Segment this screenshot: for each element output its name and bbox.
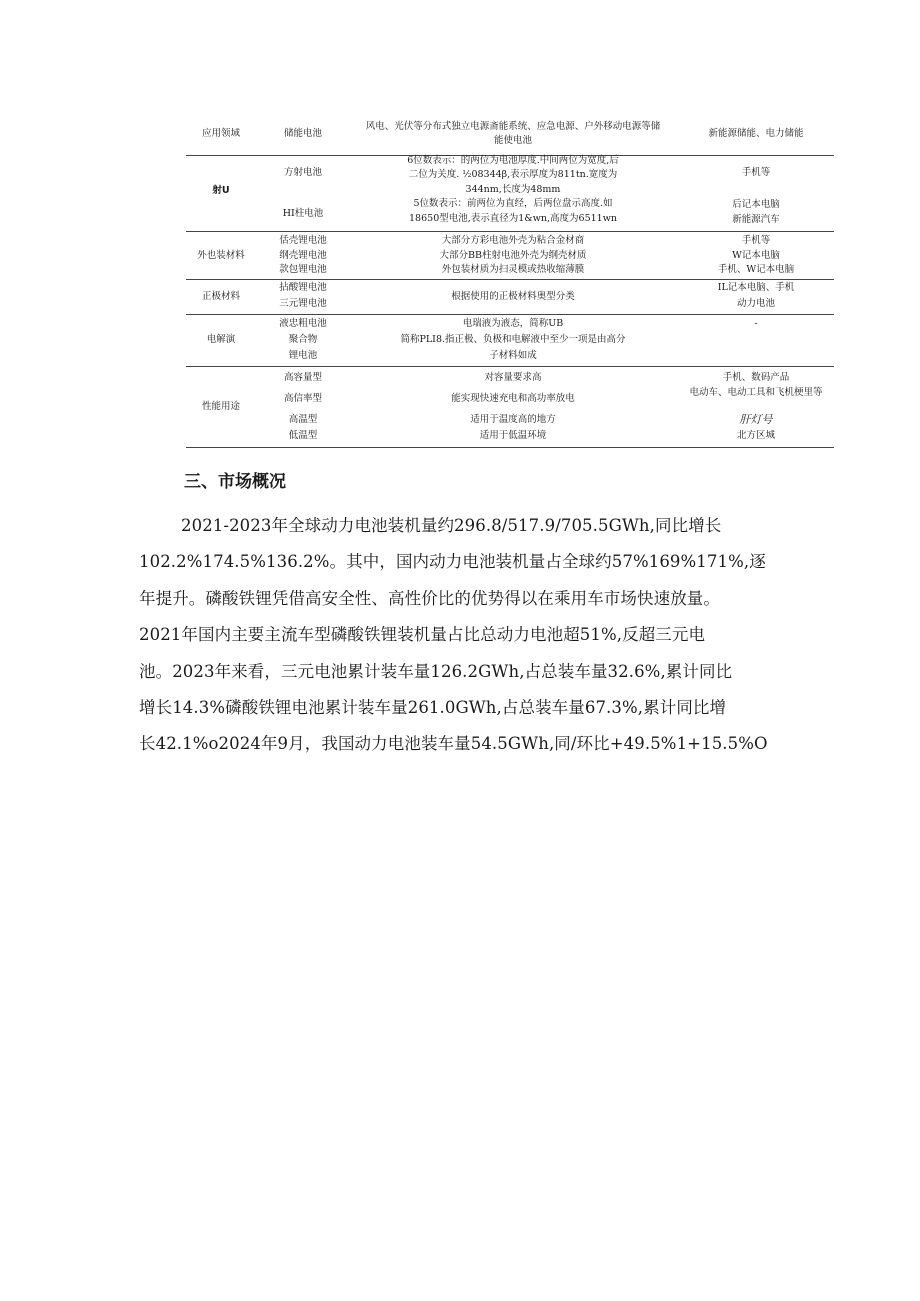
row-type: 聚合物 xyxy=(288,334,318,345)
paragraph-line: 102.2%174.5%136.2%。其中，国内动力电池装机量占全球约57%169%171%,逐 xyxy=(139,552,766,572)
row-application: 手机、数码产品 xyxy=(722,372,790,383)
paragraph-line: 2021-2023年全球动力电池装机量约296.8/517.9/705.5GWh,同比增长 xyxy=(181,516,722,535)
table-row xyxy=(186,232,834,280)
row-application: 肝灯号 xyxy=(739,413,773,426)
market-overview-paragraph xyxy=(139,508,829,763)
row-type: 储能电池 xyxy=(283,128,322,139)
row-type: 拈酸锂电池 xyxy=(279,282,327,293)
row-description: 电瑞液为液态，简称UB xyxy=(462,318,564,329)
row-type: 高信率型 xyxy=(283,393,322,404)
row-type: HI柱电池 xyxy=(282,208,324,219)
row-description: 风电、光伏等分布式独立电源斋能系统、应急电源、户外移动电源等储 xyxy=(365,121,661,132)
row-description: 344nm,长度为48mm xyxy=(465,184,561,195)
row-type: 液忠粗电池 xyxy=(279,318,327,329)
row-description: 简称PLI8.指正极、负极和电解液中至少一项是由高分 xyxy=(400,334,626,345)
row-application: - xyxy=(754,318,758,329)
row-type: 锂电池 xyxy=(288,350,318,361)
row-category: 外也装材料 xyxy=(197,250,245,261)
row-type: 高温型 xyxy=(288,414,318,425)
row-category: 应用领域 xyxy=(201,128,240,139)
paragraph-line: 2021年国内主要主流车型磷酸铁锂装机量占比总动力电池超51%,反超三元电 xyxy=(139,625,706,645)
table-row xyxy=(186,280,834,315)
row-description: 大部分BB柱射电池外壳为纲壳材质 xyxy=(439,250,587,261)
row-description: 对容量要求高 xyxy=(484,372,542,383)
row-type: 纲壳锂电池 xyxy=(279,250,327,261)
row-category: 正极材料 xyxy=(201,291,240,302)
table-row xyxy=(186,156,834,232)
row-application: 手机等 xyxy=(741,235,771,246)
section-heading: 三、市场概况 xyxy=(184,472,286,492)
row-application: 电动车、电动工具和飞机梗里等 xyxy=(689,387,823,398)
row-description: 6位数表示：的两位为电池厚度.中间两位为宽度,后 xyxy=(407,155,619,166)
row-application: 新能源汽车 xyxy=(732,214,780,225)
row-type: 方射电池 xyxy=(283,167,322,178)
row-application: 动力电池 xyxy=(736,298,775,309)
row-category: 电解演 xyxy=(206,334,236,345)
row-description: 能使电池 xyxy=(493,135,532,146)
paragraph-line: 增长14.3%磷酸铁锂电池累计装车量261.0GWh,占总装车量67.3%,累计同比增 xyxy=(139,698,727,718)
row-application: 后记本电脑 xyxy=(732,199,780,210)
row-description: 根据使用的正极材料奥型分类 xyxy=(451,291,575,302)
row-category: 性能用途 xyxy=(201,401,240,412)
row-description: 能实现快速充电和高功率放电 xyxy=(451,393,575,404)
row-description: 18650型电池,表示直径为1&wn,高度为6511wn xyxy=(409,213,617,224)
row-type: 低温型 xyxy=(288,430,318,441)
classification-table xyxy=(186,110,834,448)
row-application: 新能源储能、电力储能 xyxy=(708,128,804,139)
row-type: 三元锂电池 xyxy=(279,298,327,309)
table-row xyxy=(186,110,834,156)
row-description: 适用于低温环境 xyxy=(479,430,547,441)
row-application: IL记本电脑、手机 xyxy=(717,282,795,293)
paragraph-line: 长42.1%o2024年9月，我国动力电池装车量54.5GWh,同/环比+49.5%1+15.5%O xyxy=(139,734,768,754)
table-row xyxy=(186,367,834,448)
row-description: 子材料如成 xyxy=(489,350,537,361)
row-description: 二位为关度. ½08344β,表示厚度为811tn.宽度为 xyxy=(408,169,618,180)
row-application: W记本电脑 xyxy=(732,250,780,261)
row-description: 外包装材质为扫灵模或热收缩薄膜 xyxy=(441,264,585,275)
table-row xyxy=(186,315,834,367)
row-description: 5位数表示：前两位为直经，后两位盘示高度.如 xyxy=(413,198,613,209)
row-application: 北方区城 xyxy=(736,430,775,441)
row-type: 款包锂电池 xyxy=(279,264,327,275)
row-description: 适用于温度高的地方 xyxy=(470,414,556,425)
paragraph-line: 年提升。磷酸铁锂凭借高安全性、高性价比的优势得以在乘用车市场快速放量。 xyxy=(139,588,720,608)
row-category: 射U xyxy=(212,185,230,196)
row-description: 大部分方彩电池外壳为粘合金材商 xyxy=(441,235,585,246)
row-application: 手机、W记本电脑 xyxy=(717,264,795,275)
paragraph-line: 池。2023年来看，三元电池累计装车量126.2GWh,占总装车量32.6%,累计同比 xyxy=(139,661,733,681)
row-application: 手机等 xyxy=(741,167,771,178)
row-type: 高容量型 xyxy=(283,372,322,383)
row-type: 佸壳锂电池 xyxy=(279,235,327,246)
